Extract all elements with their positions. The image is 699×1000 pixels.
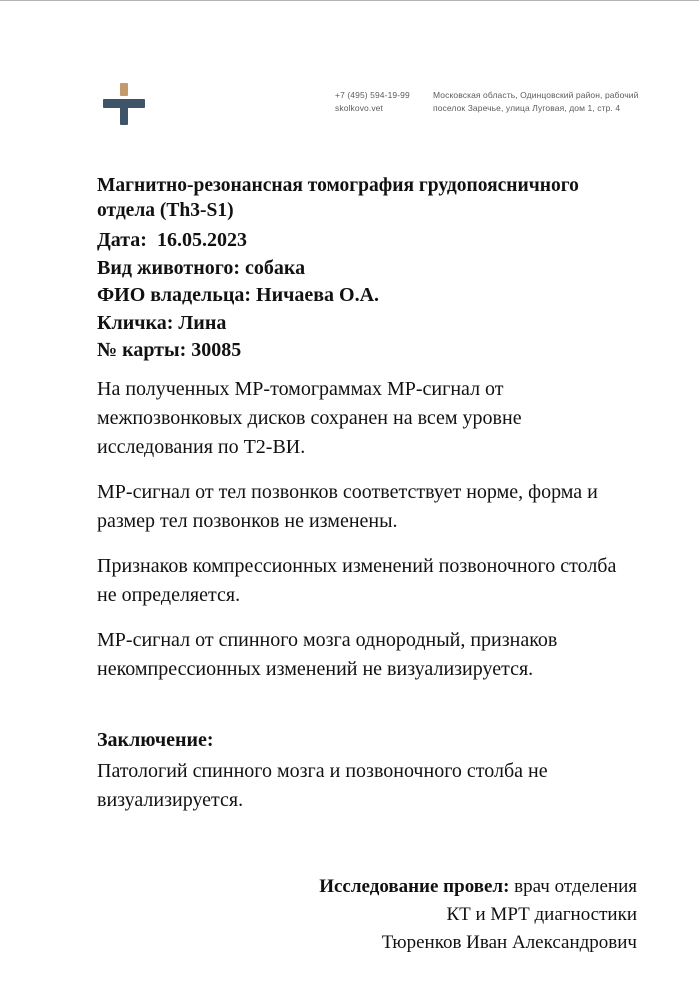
findings-paragraph-1: На полученных МР-томограммах МР-сигнал от межпозвонковых дисков сохранен на всем уровне исследования по Т2-ВИ. [97, 377, 522, 458]
document-body [97, 173, 637, 815]
signature-lead-label: Исследование провел: [319, 876, 510, 897]
signature-line-role [97, 873, 637, 901]
field-animal-species: Вид животного: собака [97, 256, 306, 279]
conclusion-heading: Заключение: [97, 728, 214, 751]
logo-accent-bar [120, 83, 128, 96]
document-page [0, 1, 699, 1000]
patient-info-list [97, 227, 637, 365]
field-owner-name: ФИО владельца: Ничаева О.А. [97, 284, 380, 306]
conclusion-text: Патологий спинного мозга и позвоночного столба не визуализируется. [97, 759, 548, 811]
contact-block [335, 89, 665, 115]
findings-paragraph-2: МР-сигнал от тел позвонков соответствует норме, форма и размер тел позвонков не изменены. [97, 480, 598, 532]
field-date: Дата: 16.05.2023 [97, 229, 247, 251]
logo-stem [120, 99, 128, 125]
letterhead [97, 83, 657, 129]
findings-paragraph-3: Признаков компрессионных изменений позвоночного столба не определяется. [97, 554, 617, 606]
website-url: skolkovo.vet [335, 103, 383, 113]
skolkovo-vet-logo-icon [102, 83, 148, 127]
signature-block [97, 873, 637, 957]
field-pet-nickname: Кличка: Лина [97, 311, 227, 334]
signature-doctor-name: Тюренков Иван Александрович [381, 932, 637, 953]
field-card-number: № карты: 30085 [97, 339, 242, 361]
phone-number: +7 (495) 594-19-99 [335, 90, 410, 100]
signature-role-part1: врач отделения [514, 876, 637, 897]
clinic-address: Московская область, Одинцовский район, рабочий поселок Заречье, улица Луговая, дом 1, стр. 4 [433, 90, 639, 113]
signature-role-part2: КТ и МРТ диагностики [446, 904, 637, 925]
findings-paragraph-4: МР-сигнал от спинного мозга однородный, признаков некомпрессионных изменений не визуализируется. [97, 628, 558, 680]
contact-address-column [433, 89, 665, 115]
page-title: Магнитно-резонансная томография грудопоясничного отдела (Th3-S1) [97, 175, 579, 221]
contact-phone-column [335, 89, 419, 115]
